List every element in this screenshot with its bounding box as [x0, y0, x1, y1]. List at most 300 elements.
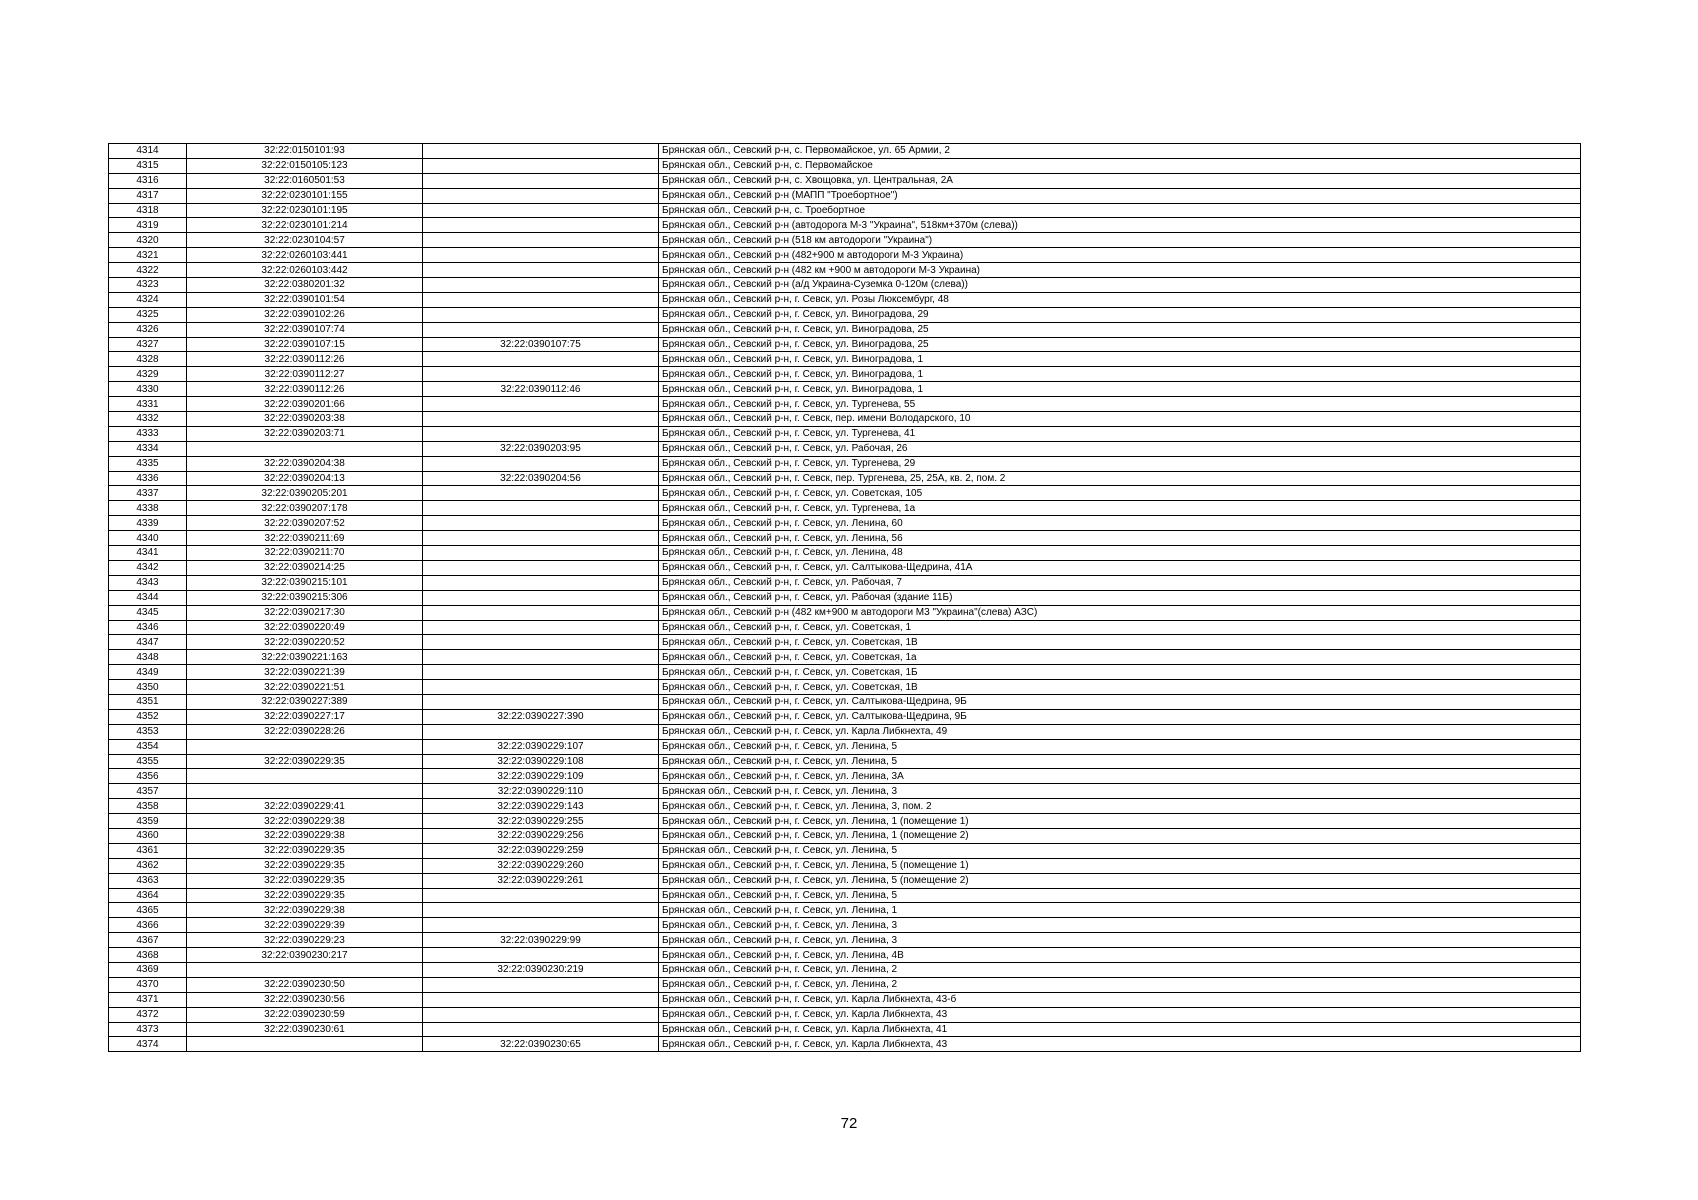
data-table-body [109, 144, 1581, 1052]
address-cell: Брянская обл., Севский р-н, г. Севск, ул. Ленина, 48 [659, 546, 1581, 561]
related-cadastral-cell [423, 456, 659, 471]
table-row [109, 843, 1581, 858]
related-cadastral-cell [423, 680, 659, 695]
related-cadastral-cell: 32:22:0390227:390 [423, 709, 659, 724]
related-cadastral-cell [423, 903, 659, 918]
address-cell: Брянская обл., Севский р-н (а/д Украина-Суземка 0-120м (слева)) [659, 278, 1581, 293]
related-cadastral-cell: 32:22:0390229:99 [423, 933, 659, 948]
row-number-cell: 4363 [109, 873, 187, 888]
row-number-cell: 4348 [109, 650, 187, 665]
address-cell: Брянская обл., Севский р-н (МАПП "Троебортное") [659, 188, 1581, 203]
cadastral-number-cell: 32:22:0390107:15 [187, 337, 423, 352]
related-cadastral-cell [423, 218, 659, 233]
row-number-cell: 4359 [109, 814, 187, 829]
table-row [109, 218, 1581, 233]
related-cadastral-cell [423, 412, 659, 427]
related-cadastral-cell [423, 516, 659, 531]
row-number-cell: 4347 [109, 635, 187, 650]
related-cadastral-cell [423, 233, 659, 248]
related-cadastral-cell [423, 888, 659, 903]
address-cell: Брянская обл., Севский р-н (518 км автодороги "Украина") [659, 233, 1581, 248]
related-cadastral-cell: 32:22:0390229:110 [423, 784, 659, 799]
table-row [109, 531, 1581, 546]
cadastral-number-cell [187, 769, 423, 784]
cadastral-number-cell: 32:22:0390215:101 [187, 575, 423, 590]
cadastral-number-cell: 32:22:0390112:27 [187, 367, 423, 382]
table-row [109, 322, 1581, 337]
cadastral-number-cell: 32:22:0390229:35 [187, 873, 423, 888]
address-cell: Брянская обл., Севский р-н, г. Севск, ул. Ленина, 3 [659, 933, 1581, 948]
row-number-cell: 4362 [109, 858, 187, 873]
cadastral-number-cell: 32:22:0390207:52 [187, 516, 423, 531]
cadastral-number-cell: 32:22:0390203:71 [187, 426, 423, 441]
table-row [109, 1037, 1581, 1052]
related-cadastral-cell [423, 1022, 659, 1037]
table-row [109, 456, 1581, 471]
table-row [109, 1022, 1581, 1037]
cadastral-number-cell: 32:22:0390229:38 [187, 814, 423, 829]
address-cell: Брянская обл., Севский р-н, г. Севск, ул. Ленина, 5 [659, 739, 1581, 754]
row-number-cell: 4350 [109, 680, 187, 695]
related-cadastral-cell [423, 188, 659, 203]
cadastral-number-cell: 32:22:0230101:155 [187, 188, 423, 203]
related-cadastral-cell [423, 546, 659, 561]
row-number-cell: 4370 [109, 977, 187, 992]
related-cadastral-cell: 32:22:0390204:56 [423, 471, 659, 486]
table-row [109, 992, 1581, 1007]
related-cadastral-cell: 32:22:0390229:143 [423, 799, 659, 814]
address-cell: Брянская обл., Севский р-н, г. Севск, ул. Рабочая (здание 11Б) [659, 590, 1581, 605]
address-cell: Брянская обл., Севский р-н (482 км +900 м автодороги М-3 Украина) [659, 263, 1581, 278]
address-cell: Брянская обл., Севский р-н, г. Севск, ул. Советская, 105 [659, 486, 1581, 501]
table-row [109, 828, 1581, 843]
table-row [109, 590, 1581, 605]
address-cell: Брянская обл., Севский р-н, г. Севск, ул. Карла Либкнехта, 49 [659, 724, 1581, 739]
cadastral-number-cell: 32:22:0390229:39 [187, 918, 423, 933]
table-row [109, 278, 1581, 293]
related-cadastral-cell: 32:22:0390229:259 [423, 843, 659, 858]
address-cell: Брянская обл., Севский р-н, г. Севск, ул. Розы Люксембург, 48 [659, 292, 1581, 307]
row-number-cell: 4328 [109, 352, 187, 367]
row-number-cell: 4369 [109, 962, 187, 977]
row-number-cell: 4322 [109, 263, 187, 278]
cadastral-number-cell: 32:22:0390229:35 [187, 843, 423, 858]
table-row [109, 933, 1581, 948]
row-number-cell: 4315 [109, 158, 187, 173]
address-cell: Брянская обл., Севский р-н, с. Первомайское, ул. 65 Армии, 2 [659, 144, 1581, 159]
related-cadastral-cell [423, 292, 659, 307]
table-row [109, 799, 1581, 814]
row-number-cell: 4374 [109, 1037, 187, 1052]
related-cadastral-cell [423, 263, 659, 278]
row-number-cell: 4324 [109, 292, 187, 307]
address-cell: Брянская обл., Севский р-н, г. Севск, ул. Ленина, 3 [659, 784, 1581, 799]
cadastral-number-cell: 32:22:0390229:35 [187, 754, 423, 769]
table-row [109, 605, 1581, 620]
row-number-cell: 4330 [109, 382, 187, 397]
row-number-cell: 4367 [109, 933, 187, 948]
row-number-cell: 4364 [109, 888, 187, 903]
row-number-cell: 4349 [109, 665, 187, 680]
cadastral-number-cell: 32:22:0390204:13 [187, 471, 423, 486]
table-row [109, 426, 1581, 441]
table-row [109, 397, 1581, 412]
table-row [109, 680, 1581, 695]
cadastral-number-cell: 32:22:0390204:38 [187, 456, 423, 471]
related-cadastral-cell [423, 397, 659, 412]
row-number-cell: 4317 [109, 188, 187, 203]
table-row [109, 977, 1581, 992]
cadastral-number-cell: 32:22:0230101:195 [187, 203, 423, 218]
row-number-cell: 4321 [109, 248, 187, 263]
cadastral-number-cell [187, 1037, 423, 1052]
row-number-cell: 4323 [109, 278, 187, 293]
table-row [109, 739, 1581, 754]
cadastral-number-cell: 32:22:0390107:74 [187, 322, 423, 337]
address-cell: Брянская обл., Севский р-н, г. Севск, ул. Салтыкова-Щедрина, 9Б [659, 694, 1581, 709]
table-row [109, 248, 1581, 263]
table-row [109, 501, 1581, 516]
table-row [109, 560, 1581, 575]
table-row [109, 486, 1581, 501]
row-number-cell: 4358 [109, 799, 187, 814]
address-cell: Брянская обл., Севский р-н, г. Севск, ул. Виноградова, 29 [659, 307, 1581, 322]
cadastral-number-cell: 32:22:0390207:178 [187, 501, 423, 516]
cadastral-number-cell: 32:22:0390230:61 [187, 1022, 423, 1037]
cadastral-number-cell: 32:22:0390112:26 [187, 382, 423, 397]
address-cell: Брянская обл., Севский р-н, г. Севск, ул. Карла Либкнехта, 43 [659, 1037, 1581, 1052]
row-number-cell: 4365 [109, 903, 187, 918]
address-cell: Брянская обл., Севский р-н, г. Севск, ул. Рабочая, 7 [659, 575, 1581, 590]
cadastral-number-cell: 32:22:0390221:39 [187, 665, 423, 680]
related-cadastral-cell [423, 1007, 659, 1022]
table-row [109, 307, 1581, 322]
table-row [109, 948, 1581, 963]
related-cadastral-cell [423, 724, 659, 739]
address-cell: Брянская обл., Севский р-н, г. Севск, ул. Рабочая, 26 [659, 441, 1581, 456]
cadastral-number-cell: 32:22:0390214:25 [187, 560, 423, 575]
row-number-cell: 4352 [109, 709, 187, 724]
related-cadastral-cell [423, 173, 659, 188]
row-number-cell: 4342 [109, 560, 187, 575]
cadastral-number-cell [187, 739, 423, 754]
table-row [109, 858, 1581, 873]
row-number-cell: 4331 [109, 397, 187, 412]
address-cell: Брянская обл., Севский р-н, г. Севск, ул. Тургенева, 41 [659, 426, 1581, 441]
address-cell: Брянская обл., Севский р-н, г. Севск, ул. Карла Либкнехта, 43-б [659, 992, 1581, 1007]
cadastral-number-cell: 32:22:0390227:17 [187, 709, 423, 724]
cadastral-number-cell: 32:22:0390230:217 [187, 948, 423, 963]
row-number-cell: 4329 [109, 367, 187, 382]
cadastral-number-cell: 32:22:0230104:57 [187, 233, 423, 248]
address-cell: Брянская обл., Севский р-н, г. Севск, ул. Тургенева, 55 [659, 397, 1581, 412]
address-cell: Брянская обл., Севский р-н, г. Севск, ул. Ленина, 3А [659, 769, 1581, 784]
address-cell: Брянская обл., Севский р-н, г. Севск, ул. Ленина, 1 (помещение 1) [659, 814, 1581, 829]
address-cell: Брянская обл., Севский р-н, г. Севск, ул. Тургенева, 1а [659, 501, 1581, 516]
cadastral-number-cell [187, 784, 423, 799]
table-row [109, 694, 1581, 709]
address-cell: Брянская обл., Севский р-н, г. Севск, ул. Ленина, 1 [659, 903, 1581, 918]
row-number-cell: 4361 [109, 843, 187, 858]
cadastral-number-cell: 32:22:0390220:52 [187, 635, 423, 650]
table-row [109, 382, 1581, 397]
table-row [109, 962, 1581, 977]
address-cell: Брянская обл., Севский р-н, г. Севск, ул. Виноградова, 25 [659, 322, 1581, 337]
address-cell: Брянская обл., Севский р-н, с. Троебортное [659, 203, 1581, 218]
table-row [109, 546, 1581, 561]
table-row [109, 516, 1581, 531]
address-cell: Брянская обл., Севский р-н, г. Севск, ул. Советская, 1В [659, 680, 1581, 695]
cadastral-number-cell: 32:22:0390203:38 [187, 412, 423, 427]
table-row [109, 471, 1581, 486]
table-row [109, 918, 1581, 933]
related-cadastral-cell [423, 665, 659, 680]
row-number-cell: 4356 [109, 769, 187, 784]
table-row [109, 233, 1581, 248]
row-number-cell: 4340 [109, 531, 187, 546]
row-number-cell: 4372 [109, 1007, 187, 1022]
related-cadastral-cell [423, 322, 659, 337]
table-row [109, 709, 1581, 724]
related-cadastral-cell [423, 590, 659, 605]
row-number-cell: 4333 [109, 426, 187, 441]
address-cell: Брянская обл., Севский р-н, г. Севск, ул. Ленина, 60 [659, 516, 1581, 531]
table-row [109, 888, 1581, 903]
table-row [109, 754, 1581, 769]
cadastral-number-cell: 32:22:0390229:23 [187, 933, 423, 948]
related-cadastral-cell [423, 144, 659, 159]
related-cadastral-cell: 32:22:0390229:261 [423, 873, 659, 888]
related-cadastral-cell: 32:22:0390230:65 [423, 1037, 659, 1052]
cadastral-number-cell: 32:22:0390101:54 [187, 292, 423, 307]
address-cell: Брянская обл., Севский р-н, с. Первомайское [659, 158, 1581, 173]
address-cell: Брянская обл., Севский р-н, г. Севск, ул. Виноградова, 25 [659, 337, 1581, 352]
table-row [109, 575, 1581, 590]
address-cell: Брянская обл., Севский р-н, г. Севск, ул. Салтыкова-Щедрина, 9Б [659, 709, 1581, 724]
address-cell: Брянская обл., Севский р-н, г. Севск, ул. Ленина, 2 [659, 962, 1581, 977]
address-cell: Брянская обл., Севский р-н, с. Хвощовка, ул. Центральная, 2А [659, 173, 1581, 188]
cadastral-number-cell: 32:22:0390221:163 [187, 650, 423, 665]
cadastral-number-cell [187, 962, 423, 977]
address-cell: Брянская обл., Севский р-н, г. Севск, пер. имени Володарского, 10 [659, 412, 1581, 427]
related-cadastral-cell [423, 352, 659, 367]
cadastral-number-cell: 32:22:0390211:69 [187, 531, 423, 546]
row-number-cell: 4345 [109, 605, 187, 620]
address-cell: Брянская обл., Севский р-н (482+900 м автодороги М-3 Украина) [659, 248, 1581, 263]
related-cadastral-cell: 32:22:0390229:108 [423, 754, 659, 769]
row-number-cell: 4351 [109, 694, 187, 709]
row-number-cell: 4336 [109, 471, 187, 486]
cadastral-number-cell: 32:22:0150105:123 [187, 158, 423, 173]
related-cadastral-cell: 32:22:0390229:107 [423, 739, 659, 754]
row-number-cell: 4314 [109, 144, 187, 159]
row-number-cell: 4360 [109, 828, 187, 843]
related-cadastral-cell [423, 575, 659, 590]
address-cell: Брянская обл., Севский р-н, г. Севск, пер. Тургенева, 25, 25А, кв. 2, пом. 2 [659, 471, 1581, 486]
address-cell: Брянская обл., Севский р-н, г. Севск, ул. Ленина, 56 [659, 531, 1581, 546]
row-number-cell: 4327 [109, 337, 187, 352]
table-row [109, 144, 1581, 159]
cadastral-number-cell: 32:22:0390102:26 [187, 307, 423, 322]
address-cell: Брянская обл., Севский р-н, г. Севск, ул. Ленина, 3, пом. 2 [659, 799, 1581, 814]
related-cadastral-cell [423, 650, 659, 665]
related-cadastral-cell [423, 948, 659, 963]
address-cell: Брянская обл., Севский р-н (автодорога М-3 "Украина", 518км+370м (слева)) [659, 218, 1581, 233]
related-cadastral-cell [423, 635, 659, 650]
related-cadastral-cell [423, 977, 659, 992]
related-cadastral-cell [423, 918, 659, 933]
address-cell: Брянская обл., Севский р-н, г. Севск, ул. Тургенева, 29 [659, 456, 1581, 471]
cadastral-number-cell: 32:22:0150101:93 [187, 144, 423, 159]
row-number-cell: 4355 [109, 754, 187, 769]
cadastral-number-cell: 32:22:0390215:306 [187, 590, 423, 605]
row-number-cell: 4357 [109, 784, 187, 799]
table-row [109, 188, 1581, 203]
related-cadastral-cell: 32:22:0390112:46 [423, 382, 659, 397]
related-cadastral-cell [423, 307, 659, 322]
cadastral-number-cell: 32:22:0390229:35 [187, 858, 423, 873]
page-number: 72 [840, 1115, 858, 1132]
cadastral-number-cell: 32:22:0390227:389 [187, 694, 423, 709]
table-row [109, 784, 1581, 799]
table-row [109, 665, 1581, 680]
table-row [109, 769, 1581, 784]
related-cadastral-cell [423, 367, 659, 382]
address-cell: Брянская обл., Севский р-н, г. Севск, ул. Советская, 1В [659, 635, 1581, 650]
cadastral-number-cell: 32:22:0390211:70 [187, 546, 423, 561]
row-number-cell: 4344 [109, 590, 187, 605]
related-cadastral-cell [423, 426, 659, 441]
address-cell: Брянская обл., Севский р-н, г. Севск, ул. Ленина, 4В [659, 948, 1581, 963]
cadastral-number-cell: 32:22:0390221:51 [187, 680, 423, 695]
cadastral-number-cell: 32:22:0390230:50 [187, 977, 423, 992]
table-row [109, 903, 1581, 918]
cadastral-number-cell: 32:22:0160501:53 [187, 173, 423, 188]
related-cadastral-cell [423, 605, 659, 620]
row-number-cell: 4337 [109, 486, 187, 501]
related-cadastral-cell [423, 620, 659, 635]
related-cadastral-cell [423, 694, 659, 709]
address-cell: Брянская обл., Севский р-н, г. Севск, ул. Виноградова, 1 [659, 352, 1581, 367]
row-number-cell: 4346 [109, 620, 187, 635]
cadastral-number-cell: 32:22:0390217:30 [187, 605, 423, 620]
table-row [109, 620, 1581, 635]
table-row [109, 1007, 1581, 1022]
table-row [109, 203, 1581, 218]
row-number-cell: 4371 [109, 992, 187, 1007]
address-cell: Брянская обл., Севский р-н, г. Севск, ул. Виноградова, 1 [659, 367, 1581, 382]
cadastral-number-cell: 32:22:0390230:56 [187, 992, 423, 1007]
cadastral-number-cell: 32:22:0390201:66 [187, 397, 423, 412]
cadastral-number-cell: 32:22:0390112:26 [187, 352, 423, 367]
cadastral-number-cell: 32:22:0260103:441 [187, 248, 423, 263]
address-cell: Брянская обл., Севский р-н, г. Севск, ул. Салтыкова-Щедрина, 41А [659, 560, 1581, 575]
address-cell: Брянская обл., Севский р-н, г. Севск, ул. Советская, 1а [659, 650, 1581, 665]
row-number-cell: 4366 [109, 918, 187, 933]
cadastral-number-cell: 32:22:0390229:38 [187, 828, 423, 843]
cadastral-number-cell: 32:22:0390230:59 [187, 1007, 423, 1022]
row-number-cell: 4353 [109, 724, 187, 739]
table-row [109, 367, 1581, 382]
table-row [109, 724, 1581, 739]
row-number-cell: 4343 [109, 575, 187, 590]
related-cadastral-cell [423, 158, 659, 173]
data-table [108, 143, 1581, 1052]
address-cell: Брянская обл., Севский р-н, г. Севск, ул. Ленина, 5 [659, 754, 1581, 769]
row-number-cell: 4320 [109, 233, 187, 248]
row-number-cell: 4354 [109, 739, 187, 754]
related-cadastral-cell [423, 486, 659, 501]
table-row [109, 337, 1581, 352]
row-number-cell: 4373 [109, 1022, 187, 1037]
row-number-cell: 4368 [109, 948, 187, 963]
related-cadastral-cell [423, 992, 659, 1007]
address-cell: Брянская обл., Севский р-н, г. Севск, ул. Виноградова, 1 [659, 382, 1581, 397]
cadastral-number-cell: 32:22:0390220:49 [187, 620, 423, 635]
related-cadastral-cell: 32:22:0390229:260 [423, 858, 659, 873]
row-number-cell: 4326 [109, 322, 187, 337]
address-cell: Брянская обл., Севский р-н, г. Севск, ул. Ленина, 2 [659, 977, 1581, 992]
related-cadastral-cell: 32:22:0390203:95 [423, 441, 659, 456]
table-row [109, 263, 1581, 278]
table-row [109, 352, 1581, 367]
row-number-cell: 4338 [109, 501, 187, 516]
row-number-cell: 4339 [109, 516, 187, 531]
table-row [109, 441, 1581, 456]
cadastral-number-cell: 32:22:0390229:41 [187, 799, 423, 814]
address-cell: Брянская обл., Севский р-н, г. Севск, ул. Ленина, 3 [659, 918, 1581, 933]
cadastral-number-cell: 32:22:0390229:38 [187, 903, 423, 918]
related-cadastral-cell [423, 531, 659, 546]
address-cell: Брянская обл., Севский р-н, г. Севск, ул. Ленина, 5 [659, 843, 1581, 858]
table-row [109, 292, 1581, 307]
related-cadastral-cell: 32:22:0390230:219 [423, 962, 659, 977]
related-cadastral-cell: 32:22:0390229:256 [423, 828, 659, 843]
address-cell: Брянская обл., Севский р-н, г. Севск, ул. Ленина, 5 (помещение 1) [659, 858, 1581, 873]
table-row [109, 650, 1581, 665]
related-cadastral-cell: 32:22:0390229:109 [423, 769, 659, 784]
row-number-cell: 4325 [109, 307, 187, 322]
cadastral-number-cell [187, 441, 423, 456]
row-number-cell: 4335 [109, 456, 187, 471]
related-cadastral-cell [423, 248, 659, 263]
cadastral-number-cell: 32:22:0390205:201 [187, 486, 423, 501]
address-cell: Брянская обл., Севский р-н, г. Севск, ул. Ленина, 5 (помещение 2) [659, 873, 1581, 888]
table-row [109, 412, 1581, 427]
related-cadastral-cell [423, 560, 659, 575]
related-cadastral-cell [423, 501, 659, 516]
related-cadastral-cell: 32:22:0390107:75 [423, 337, 659, 352]
cadastral-number-cell: 32:22:0390229:35 [187, 888, 423, 903]
row-number-cell: 4318 [109, 203, 187, 218]
address-cell: Брянская обл., Севский р-н (482 км+900 м автодороги М3 "Украина"(слева) АЗС) [659, 605, 1581, 620]
cadastral-number-cell: 32:22:0230101:214 [187, 218, 423, 233]
table-row [109, 635, 1581, 650]
address-cell: Брянская обл., Севский р-н, г. Севск, ул. Ленина, 1 (помещение 2) [659, 828, 1581, 843]
cadastral-number-cell: 32:22:0380201:32 [187, 278, 423, 293]
row-number-cell: 4319 [109, 218, 187, 233]
cadastral-number-cell: 32:22:0390228:26 [187, 724, 423, 739]
address-cell: Брянская обл., Севский р-н, г. Севск, ул. Карла Либкнехта, 43 [659, 1007, 1581, 1022]
table-row [109, 158, 1581, 173]
row-number-cell: 4332 [109, 412, 187, 427]
table-row [109, 814, 1581, 829]
table-row [109, 173, 1581, 188]
row-number-cell: 4334 [109, 441, 187, 456]
related-cadastral-cell [423, 278, 659, 293]
row-number-cell: 4341 [109, 546, 187, 561]
related-cadastral-cell: 32:22:0390229:255 [423, 814, 659, 829]
